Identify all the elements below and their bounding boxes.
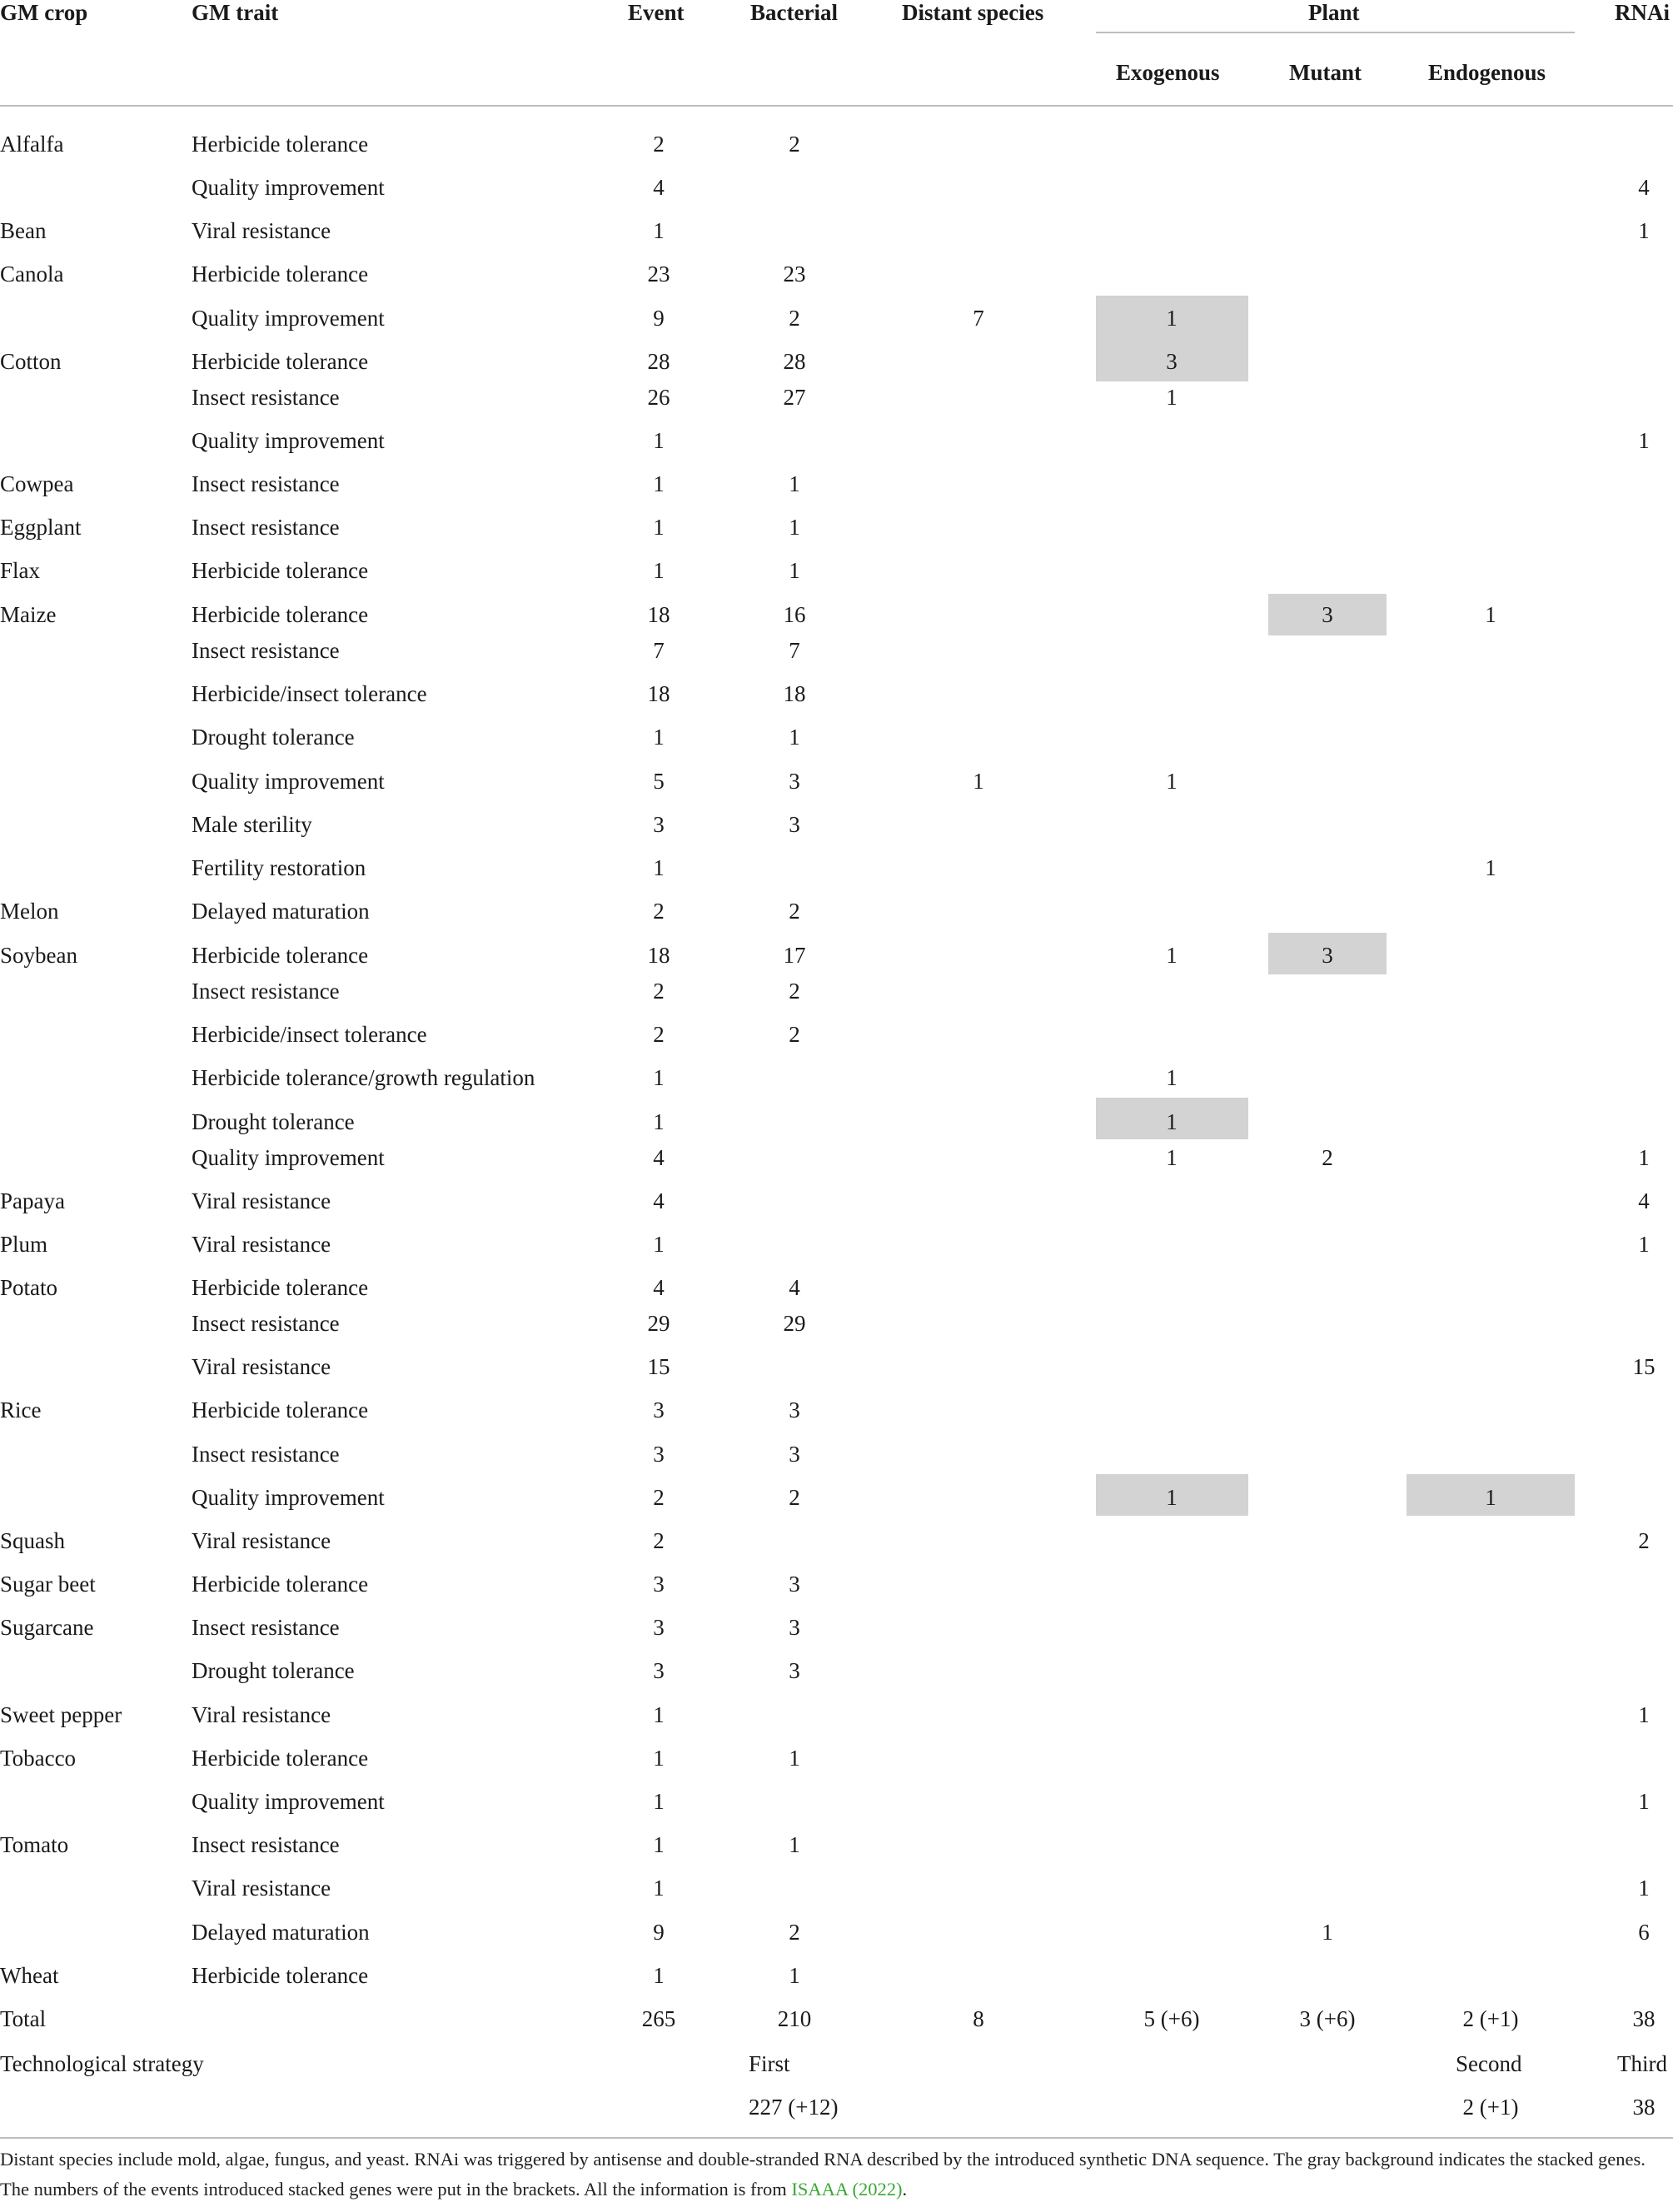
cell-bacterial: 3 (789, 1658, 800, 1683)
cell-trait: Quality improvement (192, 428, 385, 453)
cell-trait: Viral resistance (192, 1528, 331, 1553)
cell-exogenous: 1 (1166, 769, 1178, 794)
cell-crop: Wheat (0, 1963, 59, 1988)
cell-mutant: 3 (+6) (1299, 2006, 1356, 2031)
cell-event: 26 (647, 385, 670, 410)
cell-event: 2 (653, 132, 665, 157)
cell-bacterial: 1 (789, 725, 800, 750)
cell-mutant: 2 (1322, 1145, 1333, 1170)
cell-bacterial: 2 (789, 1920, 800, 1945)
cell-distant: 8 (973, 2006, 984, 2031)
cell-rnai: 1 (1638, 1789, 1650, 1814)
cell-event: 9 (653, 1920, 665, 1945)
cell-event: 1 (653, 855, 665, 880)
cell-crop: Melon (0, 899, 59, 924)
cell-trait: Viral resistance (192, 1188, 331, 1213)
header-gm-crop: GM crop (0, 0, 88, 25)
header-bacterial: Bacterial (750, 0, 838, 25)
cell-crop: Total (0, 2006, 47, 2031)
cell-exogenous: 3 (1166, 349, 1178, 374)
strategy-second: Second (1456, 2051, 1522, 2076)
cell-bacterial: 3 (789, 1397, 800, 1422)
cell-rnai: 1 (1638, 1876, 1650, 1901)
cell-event: 5 (653, 769, 665, 794)
cell-event: 4 (653, 1275, 665, 1300)
cell-trait: Fertility restoration (192, 855, 366, 880)
cell-trait: Herbicide tolerance (192, 943, 369, 968)
strategy-third: Third (1617, 2051, 1667, 2076)
cell-bacterial: 29 (783, 1311, 806, 1336)
cell-bacterial: 2 (789, 979, 800, 1004)
cell-event: 3 (653, 812, 665, 837)
cell-trait: Herbicide tolerance (192, 1572, 369, 1597)
cell-trait: Herbicide tolerance (192, 602, 369, 627)
header-plant: Plant (1308, 0, 1360, 25)
cell-trait: Herbicide tolerance (192, 1963, 369, 1988)
cell-crop: Maize (0, 602, 57, 627)
cell-crop: Cowpea (0, 471, 74, 496)
cell-trait: Herbicide tolerance (192, 132, 369, 157)
cell-bacterial: 3 (789, 1615, 800, 1640)
cell-event: 2 (653, 1485, 665, 1510)
cell-crop: Tomato (0, 1832, 69, 1857)
cell-trait: Quality improvement (192, 175, 385, 200)
cell-distant: 1 (973, 769, 984, 794)
footer-rule (0, 2137, 1673, 2139)
cell-crop: Soybean (0, 943, 77, 968)
cell-event: 4 (653, 175, 665, 200)
cell-bacterial: 210 (777, 2006, 812, 2031)
cell-crop: Tobacco (0, 1746, 77, 1771)
cell-crop: Bean (0, 218, 47, 243)
cell-endogenous: 1 (1485, 855, 1496, 880)
cell-bacterial: 2 (789, 1022, 800, 1047)
cell-bacterial: 1 (789, 1746, 800, 1771)
cell-crop: Sugar beet (0, 1572, 96, 1597)
cell-event: 4 (653, 1145, 665, 1170)
cell-trait: Herbicide/insect tolerance (192, 1022, 427, 1047)
cell-trait: Insect resistance (192, 1832, 340, 1857)
cell-trait: Herbicide tolerance (192, 1746, 369, 1771)
cell-trait: Viral resistance (192, 1876, 331, 1901)
cell-crop: Papaya (0, 1188, 65, 1213)
cell-trait: Herbicide tolerance (192, 349, 369, 374)
strategy-second-total: 2 (+1) (1462, 2095, 1519, 2120)
header-endogenous: Endogenous (1428, 60, 1546, 85)
cell-bacterial: 1 (789, 1963, 800, 1988)
cell-trait: Insect resistance (192, 979, 340, 1004)
cell-event: 265 (641, 2006, 676, 2031)
cell-event: 18 (647, 681, 670, 706)
cell-event: 1 (653, 428, 665, 453)
cell-event: 1 (653, 471, 665, 496)
strategy-first: First (749, 2051, 790, 2076)
cell-trait: Herbicide/insect tolerance (192, 681, 427, 706)
cell-trait: Insect resistance (192, 1311, 340, 1336)
cell-rnai: 4 (1638, 1188, 1650, 1213)
cell-crop: Sweet pepper (0, 1702, 122, 1727)
cell-event: 2 (653, 979, 665, 1004)
cell-event: 3 (653, 1572, 665, 1597)
cell-exogenous: 1 (1166, 385, 1178, 410)
header-rule (0, 105, 1673, 107)
cell-trait: Herbicide tolerance (192, 1275, 369, 1300)
cell-event: 9 (653, 306, 665, 331)
cell-endogenous: 2 (+1) (1462, 2006, 1519, 2031)
cell-trait: Drought tolerance (192, 725, 355, 750)
source-link[interactable]: ISAAA (791, 2179, 848, 2200)
cell-exogenous: 1 (1166, 306, 1178, 331)
cell-trait: Quality improvement (192, 1485, 385, 1510)
cell-trait: Insect resistance (192, 1615, 340, 1640)
cell-crop: Flax (0, 558, 41, 583)
cell-rnai: 1 (1638, 428, 1650, 453)
cell-crop: Squash (0, 1528, 66, 1553)
cell-trait: Drought tolerance (192, 1109, 355, 1134)
cell-bacterial: 2 (789, 1485, 800, 1510)
cell-event: 3 (653, 1658, 665, 1683)
cell-trait: Insect resistance (192, 515, 340, 540)
cell-trait: Insect resistance (192, 471, 340, 496)
cell-endogenous: 1 (1485, 1485, 1496, 1510)
cell-trait: Delayed maturation (192, 899, 370, 924)
cell-event: 29 (647, 1311, 670, 1336)
cell-trait: Delayed maturation (192, 1920, 370, 1945)
cell-trait: Herbicide tolerance (192, 1397, 369, 1422)
cell-bacterial: 4 (789, 1275, 800, 1300)
cell-rnai: 4 (1638, 175, 1650, 200)
cell-event: 3 (653, 1615, 665, 1640)
cell-crop: Sugarcane (0, 1615, 94, 1640)
cell-bacterial: 3 (789, 1442, 800, 1467)
cell-rnai: 1 (1638, 1145, 1650, 1170)
cell-event: 1 (653, 1065, 665, 1090)
header-event: Event (628, 0, 685, 25)
cell-bacterial: 3 (789, 812, 800, 837)
cell-bacterial: 27 (783, 385, 806, 410)
cell-trait: Viral resistance (192, 1232, 331, 1257)
header-exogenous: Exogenous (1116, 60, 1220, 85)
cell-event: 23 (647, 262, 670, 286)
cell-event: 3 (653, 1442, 665, 1467)
cell-crop: Alfalfa (0, 132, 64, 157)
cell-exogenous: 1 (1166, 1065, 1178, 1090)
cell-rnai: 1 (1638, 1232, 1650, 1257)
footnote-text: Distant species include mold, algae, fungus, and yeast. RNAi was triggered by antisense and double-stranded RNA described by the introduced synthetic DNA sequence. The gray background indicates the stacked genes. The numbers of the events introduced stacked genes were put in the brackets. All the information is from (0, 2149, 1646, 2200)
cell-event: 1 (653, 1109, 665, 1134)
cell-crop: Potato (0, 1275, 58, 1300)
footnote-end: . (902, 2179, 908, 2200)
cell-bacterial: 2 (789, 132, 800, 157)
cell-trait: Quality improvement (192, 1145, 385, 1170)
cell-bacterial: 1 (789, 471, 800, 496)
cell-event: 1 (653, 1702, 665, 1727)
cell-trait: Viral resistance (192, 1702, 331, 1727)
cell-mutant: 3 (1322, 943, 1333, 968)
cell-event: 1 (653, 1963, 665, 1988)
cell-exogenous: 1 (1166, 1145, 1178, 1170)
cell-event: 1 (653, 515, 665, 540)
cell-bacterial: 3 (789, 769, 800, 794)
cell-event: 1 (653, 1876, 665, 1901)
cell-bacterial: 7 (789, 638, 800, 663)
cell-rnai: 1 (1638, 218, 1650, 243)
cell-event: 18 (647, 602, 670, 627)
cell-event: 15 (647, 1354, 670, 1379)
cell-rnai: 38 (1632, 2006, 1656, 2031)
cell-trait: Viral resistance (192, 218, 331, 243)
header-distant-species: Distant species (902, 0, 1044, 25)
cell-bacterial: 1 (789, 558, 800, 583)
cell-crop: Eggplant (0, 515, 82, 540)
cell-trait: Drought tolerance (192, 1658, 355, 1683)
cell-trait: Male sterility (192, 812, 312, 837)
cell-trait: Insect resistance (192, 638, 340, 663)
header-mutant: Mutant (1289, 60, 1362, 85)
cell-endogenous: 1 (1485, 602, 1496, 627)
cell-event: 7 (653, 638, 665, 663)
cell-event: 1 (653, 1832, 665, 1857)
cell-exogenous: 1 (1166, 1485, 1178, 1510)
cell-bacterial: 28 (783, 349, 806, 374)
cell-event: 2 (653, 1528, 665, 1553)
cell-trait: Herbicide tolerance (192, 558, 369, 583)
cell-bacterial: 1 (789, 515, 800, 540)
cell-event: 1 (653, 218, 665, 243)
cell-trait: Herbicide tolerance (192, 262, 369, 286)
cell-rnai: 6 (1638, 1920, 1650, 1945)
cell-crop: Plum (0, 1232, 48, 1257)
cell-trait: Quality improvement (192, 769, 385, 794)
cell-rnai: 1 (1638, 1702, 1650, 1727)
header-rnai: RNAi (1615, 0, 1670, 25)
strategy-third-total: 38 (1632, 2095, 1656, 2120)
cell-trait: Herbicide tolerance/growth regulation (192, 1065, 535, 1090)
cell-event: 1 (653, 1789, 665, 1814)
cell-crop: Canola (0, 262, 64, 286)
cell-bacterial: 16 (783, 602, 806, 627)
cell-trait: Quality improvement (192, 1789, 385, 1814)
cell-crop: Cotton (0, 349, 62, 374)
strategy-label: Technological strategy (0, 2051, 204, 2076)
cell-crop: Rice (0, 1397, 42, 1422)
cell-bacterial: 17 (783, 943, 806, 968)
cell-mutant: 1 (1322, 1920, 1333, 1945)
header-gm-trait: GM trait (192, 0, 279, 25)
cell-event: 4 (653, 1188, 665, 1213)
cell-event: 2 (653, 1022, 665, 1047)
cell-exogenous: 1 (1166, 1109, 1178, 1134)
cell-event: 3 (653, 1397, 665, 1422)
cell-event: 18 (647, 943, 670, 968)
cell-event: 1 (653, 725, 665, 750)
cell-bacterial: 18 (783, 681, 806, 706)
source-year-link[interactable]: (2022) (852, 2179, 903, 2200)
cell-event: 2 (653, 899, 665, 924)
cell-trait: Insect resistance (192, 1442, 340, 1467)
cell-distant: 7 (973, 306, 984, 331)
cell-bacterial: 3 (789, 1572, 800, 1597)
cell-event: 28 (647, 349, 670, 374)
strategy-first-total: 227 (+12) (749, 2095, 839, 2120)
cell-mutant: 3 (1322, 602, 1333, 627)
cell-bacterial: 2 (789, 306, 800, 331)
cell-event: 1 (653, 558, 665, 583)
cell-rnai: 15 (1632, 1354, 1656, 1379)
plant-group-rule (1096, 32, 1575, 33)
table-footnote (0, 2145, 1670, 2205)
cell-exogenous: 5 (+6) (1143, 2006, 1200, 2031)
cell-bacterial: 2 (789, 899, 800, 924)
cell-trait: Viral resistance (192, 1354, 331, 1379)
cell-bacterial: 1 (789, 1832, 800, 1857)
cell-event: 1 (653, 1232, 665, 1257)
cell-event: 1 (653, 1746, 665, 1771)
cell-trait: Insect resistance (192, 385, 340, 410)
cell-bacterial: 23 (783, 262, 806, 286)
cell-exogenous: 1 (1166, 943, 1178, 968)
cell-trait: Quality improvement (192, 306, 385, 331)
cell-rnai: 2 (1638, 1528, 1650, 1553)
